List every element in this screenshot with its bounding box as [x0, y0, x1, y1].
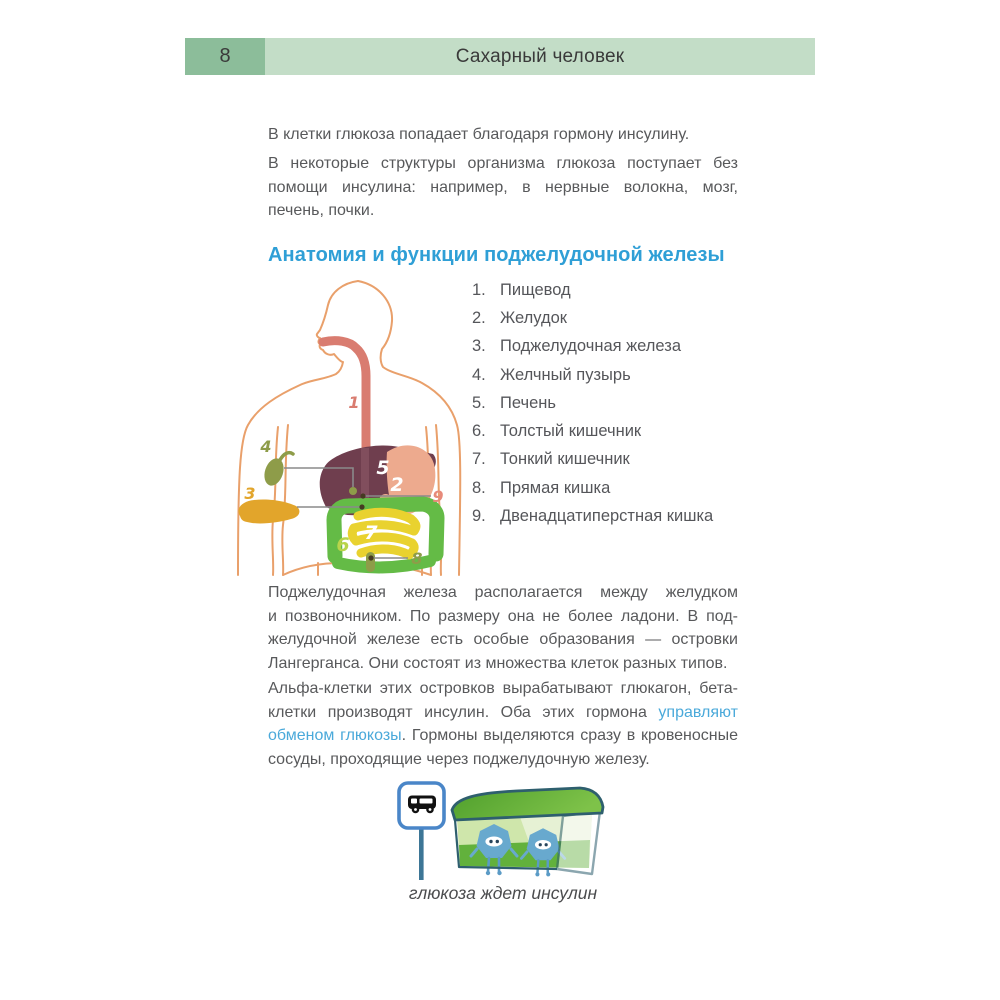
- rectum-icon: [366, 552, 375, 572]
- svg-text:4: 4: [260, 437, 272, 456]
- svg-text:8: 8: [411, 549, 423, 568]
- svg-text:1: 1: [348, 393, 360, 412]
- svg-text:2: 2: [390, 474, 404, 496]
- list-item: 5. Печень: [472, 393, 556, 412]
- anatomy-figure: [230, 275, 470, 580]
- paragraph-2: В некоторые структуры организма глюкоза поступает без помощи инсулина: например, в нервные волокна, мозг, печень, почки.: [268, 155, 738, 219]
- svg-text:7: 7: [364, 522, 378, 544]
- running-title: Сахарный человек: [265, 38, 815, 75]
- section-heading: Анатомия и функции поджелудочной железы: [268, 244, 725, 266]
- list-item: 7. Тонкий кишечник: [472, 450, 630, 469]
- list-item: 8. Прямая кишка: [472, 478, 611, 497]
- pancreas-icon: [238, 499, 299, 523]
- svg-text:3: 3: [244, 484, 256, 503]
- dot-9: [360, 493, 365, 498]
- emphasis-blue-text: управляют: [658, 703, 738, 721]
- gallbladder-icon: [261, 453, 293, 488]
- dot-3: [359, 504, 364, 509]
- dot-8: [368, 555, 373, 560]
- duct-dot: [349, 487, 357, 495]
- figure-caption: глюкоза ждет инсулин: [408, 883, 598, 903]
- page-number: 8: [185, 38, 265, 75]
- list-item: 9. Двенадцатиперстная кишка: [472, 507, 714, 526]
- list-item: 2. Желудок: [472, 308, 568, 327]
- svg-text:6: 6: [336, 534, 350, 556]
- bus-stop-figure: [395, 779, 610, 884]
- svg-text:9: 9: [432, 487, 444, 506]
- paragraph-3: Поджелудочная железа располагается между желудком и позвоночником. По размеру она не более ладони. В под- желудочной железе есть особые образования — островки Лангерганса. Они состоят из множества клеток разных типов.: [268, 584, 738, 672]
- bus-stop-sign: [399, 783, 444, 880]
- list-item: 3. Поджелудочная железа: [472, 337, 681, 356]
- organ-list: [472, 276, 740, 531]
- small-intestine-icon: [352, 512, 416, 555]
- page-header: [185, 38, 815, 75]
- paragraph-4: Альфа-клетки этих островков вырабатывают глюкагон, бета- клетки производят инсулин. Оба этих гормона управляют обменом глюкозы. Гормоны выделяются сразу в кровеносные сосуды, проходящие через поджелудочную железу.: [268, 680, 739, 768]
- list-item: 1. Пищевод: [472, 280, 571, 299]
- paragraph-1: В клетки глюкоза попадает благодаря гормону инсулину.: [268, 126, 690, 143]
- list-item: 4. Желчный пузырь: [472, 365, 631, 384]
- list-item: 6. Толстый кишечник: [472, 422, 642, 441]
- emphasis-blue-text: обменом глюкозы: [268, 727, 402, 744]
- svg-text:5: 5: [376, 457, 390, 479]
- sign-pole: [419, 828, 424, 880]
